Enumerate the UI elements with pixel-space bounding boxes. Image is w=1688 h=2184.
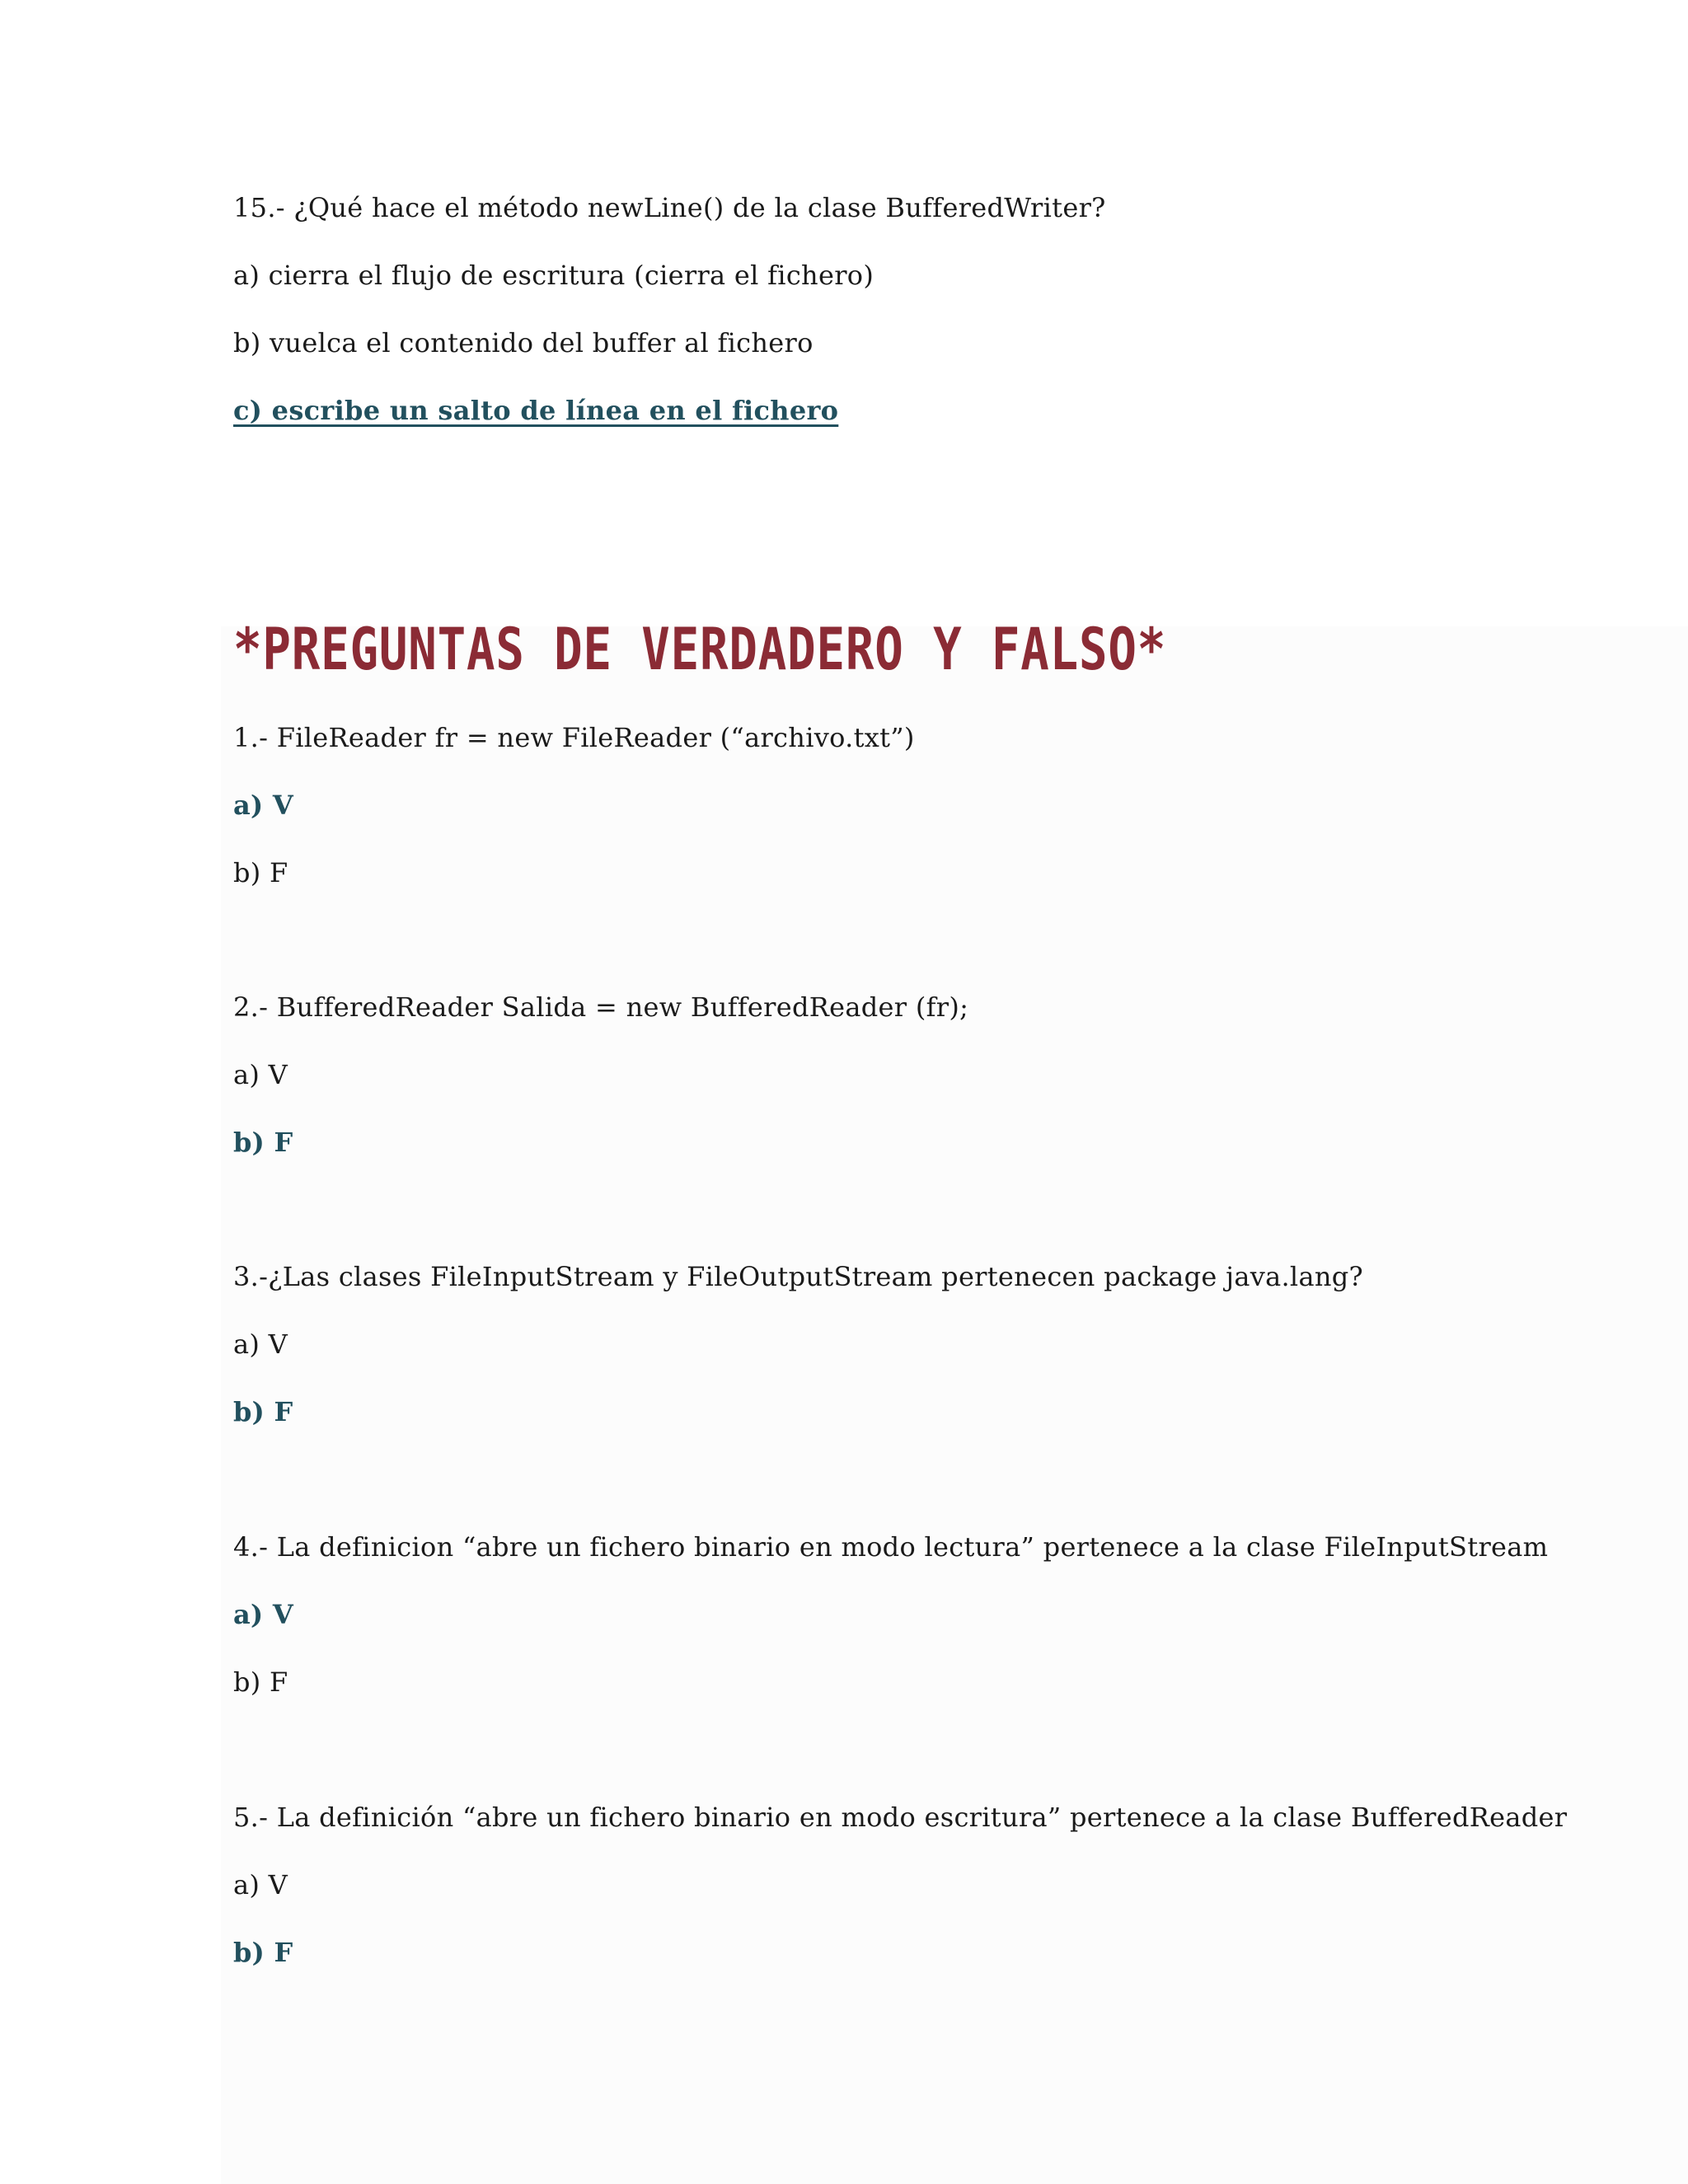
tf2-option-a: a) V [233, 1059, 288, 1090]
tf4-option-b: b) F [233, 1666, 288, 1698]
tf1-option-a-correct: a) V [233, 790, 294, 821]
tf4-option-a-correct: a) V [233, 1599, 294, 1630]
tf2-option-b-correct: b) F [233, 1127, 293, 1158]
q15-question: 15.- ¿Qué hace el método newLine() de la clase BufferedWriter? [233, 192, 1106, 223]
tf5-option-b-correct: b) F [233, 1937, 293, 1968]
page-background-shade [221, 626, 1688, 2184]
q15-option-a: a) cierra el flujo de escritura (cierra el fichero) [233, 260, 874, 291]
tf3-question: 3.-¿Las clases FileInputStream y FileOutputStream pertenecen package java.lang? [233, 1261, 1363, 1292]
q15-option-c-correct: c) escribe un salto de línea en el fichero [233, 395, 839, 426]
q15-option-b: b) vuelca el contenido del buffer al fichero [233, 327, 814, 359]
tf5-question: 5.- La definición “abre un fichero binario en modo escritura” pertenece a la clase BufferedReader [233, 1802, 1568, 1833]
tf2-question: 2.- BufferedReader Salida = new BufferedReader (fr); [233, 991, 969, 1023]
tf3-option-a: a) V [233, 1329, 288, 1360]
tf1-question: 1.- FileReader fr = new FileReader (“archivo.txt”) [233, 722, 915, 753]
tf5-option-a: a) V [233, 1869, 288, 1900]
tf1-option-b: b) F [233, 857, 288, 888]
tf3-option-b-correct: b) F [233, 1396, 293, 1427]
section-title: *PREGUNTAS DE VERDADERO Y FALSO* [233, 616, 1167, 683]
tf4-question: 4.- La definicion “abre un fichero binario en modo lectura” pertenece a la clase FileInputStream [233, 1531, 1549, 1563]
